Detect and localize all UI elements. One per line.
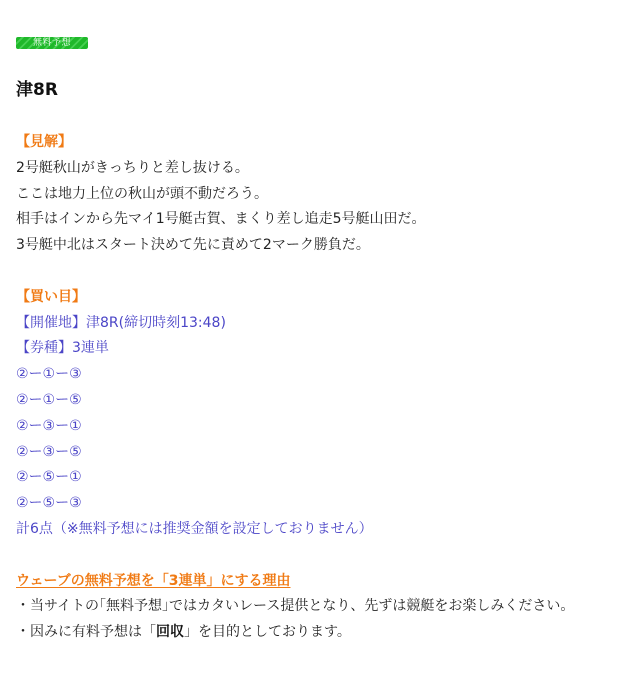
spacer	[16, 543, 626, 569]
analysis-line: 相手はインから先マイ1号艇古賀、まくり差し追走5号艇山田だ。	[16, 211, 426, 228]
bet-combination: ②ー⑤ー③	[16, 495, 82, 512]
analysis-line: ここは地力上位の秋山が頭不動だろう。	[16, 185, 268, 202]
reason-line-prefix: ・因みに有料予想は「	[16, 624, 156, 641]
analysis-line: 3号艇中北はスタート決めて先に責めて2マーク勝負だ。	[16, 237, 370, 254]
reason-line	[16, 620, 626, 646]
reason-heading-link[interactable]: ウェーブの無料予想を「3連単」にする理由	[16, 572, 291, 589]
bet-combination: ②ー⑤ー①	[16, 469, 82, 486]
analysis-heading: 【見解】	[16, 134, 72, 150]
bets-heading: 【買い目】	[16, 288, 86, 305]
race-title: 津8R	[16, 80, 58, 100]
free-prediction-badge: 無料予想	[16, 37, 88, 49]
venue-line: 【開催地】津8R(締切時刻13:48)	[16, 314, 226, 331]
bet-combination: ②ー①ー③	[16, 366, 82, 383]
bet-combination: ②ー③ー⑤	[16, 443, 82, 460]
ticket-type-line: 【券種】3連単	[16, 340, 109, 357]
reason-emphasis: 回収	[156, 624, 184, 641]
total-points-line: 計6点（※無料予想には推奨金額を設定しておりません）	[16, 520, 373, 537]
bet-combination: ②ー①ー⑤	[16, 391, 82, 408]
reason-line-suffix: 」を目的としております。	[184, 624, 351, 641]
analysis-line: 2号艇秋山がきっちりと差し抜ける。	[16, 159, 249, 176]
bet-combination: ②ー③ー①	[16, 417, 82, 434]
article-body	[16, 130, 626, 646]
spacer	[16, 259, 626, 285]
reason-line: ・当サイトの｢無料予想｣ではカタいレース提供となり、先ずは競艇をお楽しみください。	[16, 598, 575, 615]
